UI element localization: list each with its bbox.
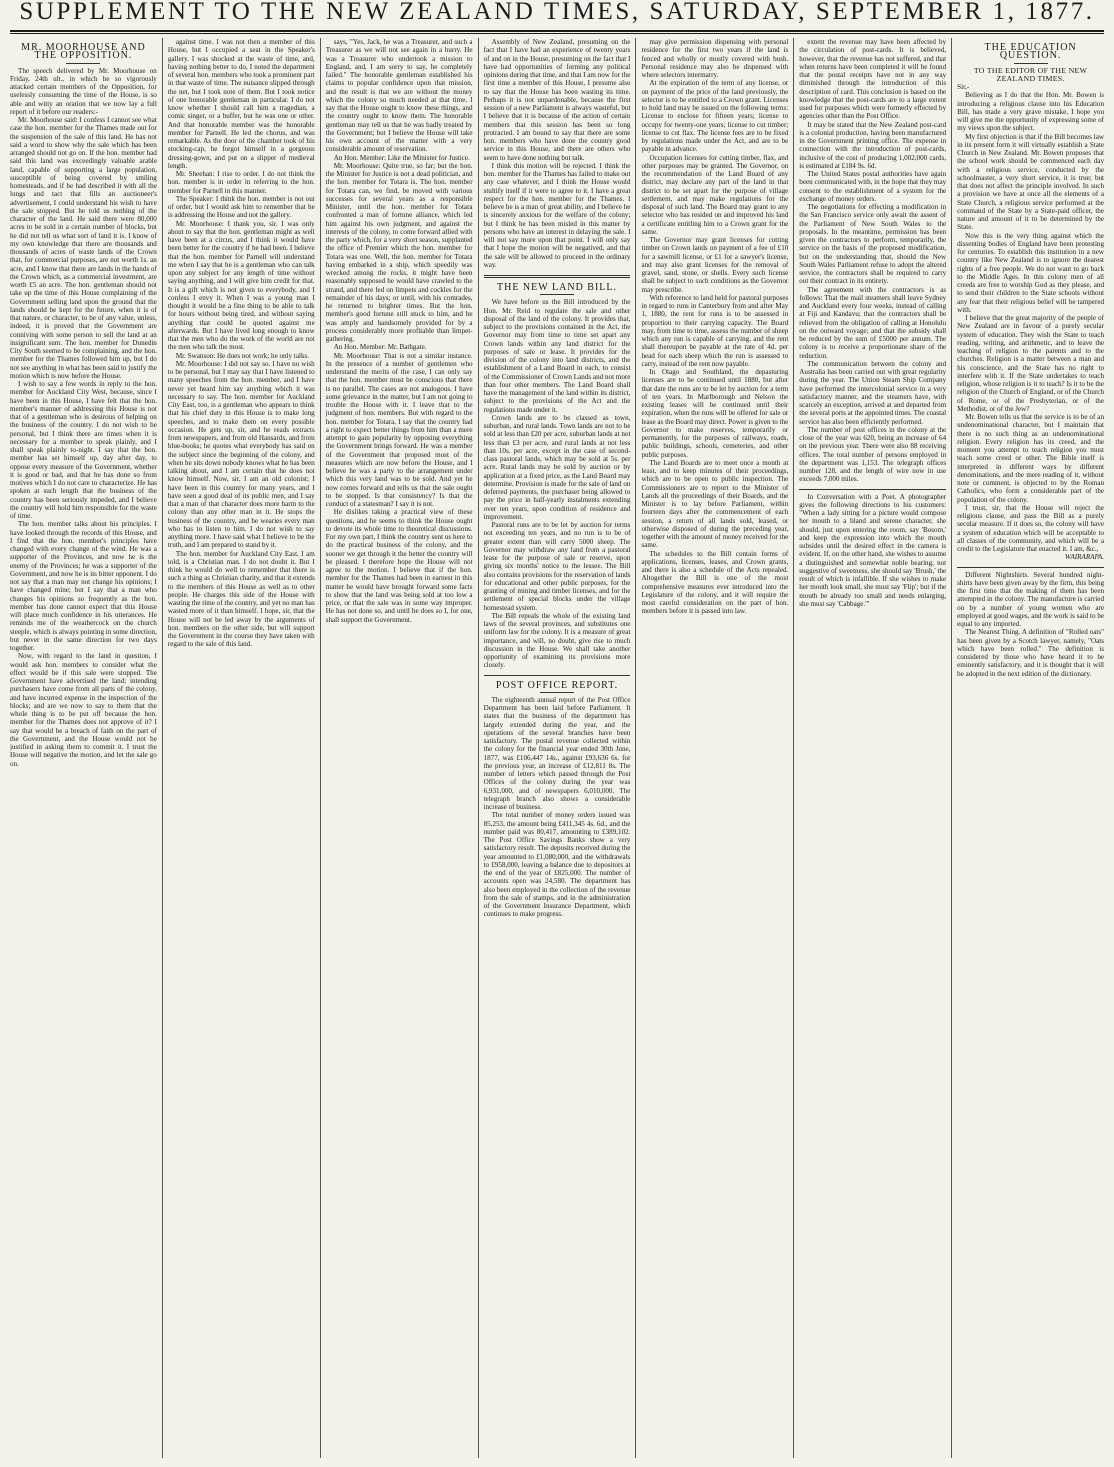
paragraph: An Hon. Member: Like the Minister for Justice. bbox=[333, 153, 470, 162]
paragraph: We have before us the Bill introduced by the Hon. Mr. Reid to regulate the sale and other disposal of the land of the colony. It provides that, subject to the provisions contained in the Act, the Governor may from time to time set apart any Crown lands within any land district for the purposes of sale or lease. It provides for the division of the colony into land districts, and the establishment of a Land Board in each, to consist of the Commissioner of Crown Lands and not more than four other members. The Land Board shall have the management of the land within its district, subject to the provisions of the Act and the regulations made under it. bbox=[483, 298, 631, 414]
heading-dash bbox=[1014, 63, 1048, 64]
paragraph: may give permission dispensing with personal residence for the first two years if the land is fenced and wholly or mostly covered with bush. Personal residence may also be dispensed with where selectors intermarry. bbox=[641, 38, 789, 79]
paragraph: The total number of money orders issued was 85,253, the amount being £411,345 4s. 6d., and the number paid was 80,417, amounting to £389,102. The Post Office Savings Banks show a very satisfactory result. The deposits received during the year amounted to £1,080,000, and the withdrawals to £958,000, leaving a balance due to depositors at the end of the year of £825,000. The number of accounts open was 24,580. The department has also been employed in the collection of the revenue from the sale of stamps, and in the administration of the Government Insurance Department, which continues to make progress. bbox=[483, 811, 631, 919]
column-1 bbox=[10, 38, 162, 1458]
paragraph: It may be stated that the New Zealand post-card is a colonial production, having been manufactured in the Government printing office. The expense in connection with the introduction of post-cards, inclusive of the cost of producing 1,002,000 cards, is estimated at £184 9s. 6d. bbox=[799, 120, 947, 170]
masthead-rule bbox=[10, 30, 1104, 32]
paragraph: The Land Boards are to meet once a month at least, and to keep minutes of their proceedings, which are to be open to public inspection. The Commissioners are to report to the Minister of Lands all the proceedings of their Boards, and the Minister is to lay before Parliament, within fourteen days after the commencement of each session, a return of all lands sold, leased, or otherwise disposed of during the preceding year, together with the amount of money received for the same. bbox=[641, 458, 789, 550]
paragraph: Mr. Sheehan: I rise to order. I do not think the hon. member is in order in referring to the hon. member for Parnell in this manner. bbox=[167, 170, 315, 195]
paragraph: Crown lands are to be classed as town, suburban, and rural lands. Town lands are not to be sold at less than £20 per acre, suburban lands at not less than £3 per acre, and rural lands at not less than 10s. per acre, except in the case of second-class pastoral lands, which may be sold at 5s. per acre. Rural lands may be sold by auction or by application at a fixed price, as the Land Board may determine. Provision is made for the sale of land on deferred payments, the purchaser being allowed to pay the price in half-yearly instalments extending over ten years, upon condition of residence and improvement. bbox=[483, 413, 631, 521]
paragraph: The Governor may grant licenses for cutting timber on Crown lands on payment of a fee of £10 for a sawmill license, or £1 for a sawyer's license, and may also grant licenses for the removal of gravel, sand, stone, or shells. Every such license shall be subject to such conditions as the Governor may prescribe. bbox=[641, 236, 789, 294]
paragraph: The Speaker: I think the hon. member is not out of order, but I would ask him to remember that he is addressing the House and not the gallery. bbox=[167, 194, 315, 220]
paragraph: I believe that the great majority of the people of New Zealand are in favour of a purely secular system of education. They wish the State to teach reading, writing, and arithmetic, and to leave the teaching of religion to the parents and to the churches. Religion is a matter between a man and his conscience, and the State has no right to interfere with it. If the State undertakes to teach religion, whose religion is it to teach? Is it to be the religion of the Church of England, or of the Church of Rome, or of the Presbyterian, or of the Methodist, or of the Jew? bbox=[957, 314, 1105, 413]
paragraph: Different Nightshirts. Several hundred night-shirts have been given away by the firm, this being the first time that the making of them has been attempted in the colony. The manufacture is carried on by a number of young women who are employed at good wages, and the work is said to be equal to any imported. bbox=[957, 570, 1105, 628]
paragraph: The Bill repeals the whole of the existing land laws of the several provinces, and substitutes one uniform law for the colony. It is a measure of great importance, and will, no doubt, give rise to much discussion in the House. We shall take another opportunity of examining its provisions more closely. bbox=[483, 611, 631, 670]
paragraph: The hon. member talks about his principles. I have looked through the records of this House, and I find that the hon. member's principles have changed with every change of the wind. He was a supporter of the Provinces, and now he is the enemy of the Provinces; he was a supporter of the Government, and now he is its bitter opponent. I do not say that a man may not change his opinions; I have changed mine; but I say that a man who changes his opinions so frequently as the hon. member has done cannot expect that this House will place much confidence in his utterances. He reminds me of the weathercock on the church steeple, which is always pointing in some direction, but never in the same direction for two days together. bbox=[10, 520, 157, 652]
article-heading-post-office: POST OFFICE REPORT. bbox=[495, 679, 619, 691]
paragraph: I trust, sir, that the House will reject the religious clause, and pass the Bill as a purely secular measure. If it does so, the colony will have a system of education which will be acceptable to all classes of the community, and which will be a credit to the Legislature that enacted it. I am, &c., bbox=[957, 503, 1105, 553]
paragraph: says, "Yes, Jack, he was a Treasurer, and such a Treasurer as we will not see again in a hurry. He was a Treasurer who undertook a mission to England, and, I am sorry to say, he completely failed." The honorable gentleman established his claims to popular confidence upon that mission, and the result is that we are without the money which the colony so much needed at that time. I say that the House ought to know these things, and the country ought to know them. The honorable gentleman may tell us that he was badly treated by the Government; but I believe the House will take his own account of the matter with a very considerable amount of reservation. bbox=[325, 38, 473, 154]
paragraph: extent the revenue may have been affected by the circulation of post-cards. It is believed, however, that the revenue has not suffered, and that when returns have been completed it will be found that the postal receipts have not in any way diminished through the introduction of this description of card. This conclusion is based on the knowledge that the post-cards are to a large extent used for purposes which were formerly effected by agencies other than the Post Office. bbox=[799, 38, 947, 121]
letter-signature: WAIRARAPA. bbox=[1065, 553, 1105, 562]
paragraph: The communication between the colony and Australia has been carried out with great regularity during the year. The Union Steam Ship Company have performed the intercolonial service in a very satisfactory manner, and the steamers have, with scarcely an exception, arrived at and departed from the several ports at the appointed times. The coastal service has also been efficiently performed. bbox=[799, 359, 947, 426]
heading-dash bbox=[66, 63, 100, 64]
paragraph: An Hon. Member: Mr. Bathgate. bbox=[333, 343, 427, 352]
article-separator bbox=[957, 567, 1104, 568]
article-heading-moorhouse: MR. MOORHOUSE AND THE OPPOSITION. bbox=[21, 42, 146, 62]
paragraph: Mr. Swanson: He does not work; he only talks. bbox=[175, 351, 310, 360]
paragraph: The United States postal authorities have again been communicated with, in the hope that they may consent to the establishment of a system for the exchange of money orders. bbox=[799, 170, 947, 203]
paragraph: In Otago and Southland, the depasturing licenses are to be continued until 1880, but after that date the runs are to be let by auction for a term of ten years. In Marlborough and Nelson the existing leases will be continued until their expiration, when the runs will be offered for sale or lease as the Board may direct. Power is given to the Governor to make reserves, temporarily or permanently, for the purposes of railways, roads, public buildings, schools, cemeteries, and other public purposes. bbox=[641, 368, 789, 459]
paragraph: The speech delivered by Mr. Moorhouse on Friday, 24th ult., in which he so vigorously attacked certain members of the Opposition, for uselessly consuming the time of the House, is so able and witty an oration that we now lay a full report of it before our readers:- bbox=[10, 66, 157, 116]
masthead: SUPPLEMENT TO THE NEW ZEALAND TIMES, SATURDAY, SEPTEMBER 1, 1877. bbox=[19, 0, 1095, 25]
article-separator bbox=[799, 489, 946, 490]
article-separator bbox=[484, 275, 631, 278]
paragraph: Assembly of New Zealand, presuming on the fact that I have had an experience of twenty years of and on in the House, presuming on the fact that I have had opportunities of forming any political opinions during that time, and that I am now for the first time a member of this House, I presume also to say that the House has been wasting its time. Perhaps it is not unpardonable, because the first session of a new Parliament is always wasteful, but I believe that it is because of the action of certain members that this session has been so long protracted. I am bound to say that there are some hon. members who have done the country good service in this House, and there are others who seem to have done nothing but talk. bbox=[483, 38, 631, 162]
paragraph: The negotiations for effecting a modification in the San Francisco service only await the assent of the Parliament of New South Wales to the proposals. In the meantime, permission has been given the contractors to perform, temporarily, the service on the basis of the proposed modification, but on the understanding that, should the New South Wales Parliament refuse to adopt the altered service, the contractors shall be required to carry out their contract in its entirety. bbox=[799, 203, 947, 286]
heading-dash bbox=[540, 294, 574, 295]
columns bbox=[10, 38, 1104, 1458]
column-4 bbox=[478, 38, 636, 1458]
paragraph: The schedules to the Bill contain forms of applications, licenses, leases, and Crown grants, and there is also a schedule of the Acts repealed. Altogether the Bill is one of the most comprehensive measures ever introduced into the Legislature of the colony, and it will require the most careful consideration on the part of hon. members before it is passed into law. bbox=[641, 549, 789, 616]
paragraph: Mr. Moorhouse: I thank you, sir. I was only about to say that the hon. gentleman might as well have been at a circus, and I think it would have been better for the country if he had been. I believe that the hon. member for Parnell will understand me when I say that he is a gentleman who can talk upon any subject for any length of time without saying anything, and I will give him credit for that. It is a gift which is not given to everybody, and I confess I envy it. When I was a young man I thought it would be a fine thing to be able to talk for hours without being tired, and without saying anything that could be quoted against me afterwards. But I have lived long enough to know that the men who do the work of the world are not the men who talk the most. bbox=[167, 219, 315, 352]
paragraph: Now this is the very thing against which the dissenting bodies of England have been protesting for centuries. To establish this institution in a new country like New Zealand is to ignore the dearest rights of a free people. We do not want to go back to the Middle Ages. In this colony men of all creeds are free to worship God as they please, and to send their children to the State schools without any fear that their religious belief will be tampered with. bbox=[957, 231, 1105, 314]
paragraph: Occupation licenses for cutting timber, flax, and other purposes may be granted. The Governor, on the recommendation of the Land Board of any district, may declare any part of the land in that district to be set apart for the purpose of village settlement, and may make regulations for the disposal of such land. The Board may grant to any selector who has resided on and improved his land a certificate entitling him to a Crown grant for the same. bbox=[641, 153, 789, 236]
paragraph: I wish to say a few words in reply to the hon. member for Auckland City West, because, since I have been in this House, I have felt that the hon. member's manner of addressing this House is not that of a gentleman who is desirous of helping on the business of the country. I do not wish to be personal, but I think there are times when it is necessary for a member to speak plainly, and I shall speak plainly to-night. I say that the hon. member has set himself up, day after day, to oppose every measure of the Government, whether it is good or bad, and that he has done so from motives which I do not care to characterize. He has spoken at such length that the business of the country has been seriously impeded, and I believe the country will hold him responsible for the waste of time. bbox=[10, 380, 157, 520]
paragraph: The eighteenth annual report of the Post Office Department has been laid before Parliament. It states that the business of the department has largely extended during the year, and the operations of the several branches have been satisfactory. The postal revenue collected within the colony for the financial year ended 30th June, 1877, was £106,447 14s., against £93,636 6s. for the previous year, an increase of £12,811 8s. The number of letters which passed through the Post Offices of the colony during the year was 6,931,000, and of newspapers 6,010,000. The telegraph branch also shows a considerable increase of business. bbox=[483, 695, 631, 811]
paragraph: At the expiration of the term of any license, or on payment of the price of the land previously, the selector is to be entitled to a Crown grant. Licenses to hold land may be issued on the following terms: License to enclose for fifteen years; license to occupy for twenty-one years; license to cut timber; license to cut flax. The license fees are to be fixed by regulations made under the Act, and are to be payable in advance. bbox=[641, 79, 789, 154]
paragraph: Mr. Moorhouse: I did not say so. I have no wish to be personal, but I may say that I have listened to many speeches from the hon. member, and I have never yet heard him say anything which it was necessary to say. The hon. member for Auckland City East, too, is a gentleman who appears to think that his chief duty in this House is to make long speeches, and to make them on every possible occasion. He gets up, sir, and he reads extracts from newspapers, and from old Hansards, and from blue-books; he quotes what everybody has said on the subject since the beginning of the colony, and when he sits down nobody knows what he has been talking about, and I am certain that he does not know himself. Now, sir, I am an old colonist; I have been in this country for many years, and I have seen a good deal of its public men, and I say that a man of that character does more harm to the colony than any other man in it. He stops the business of the country, and he wearies every man who has to listen to him. I do not wish to say anything more. I have said what I believe to be the truth, and I am prepared to stand by it. bbox=[167, 359, 315, 550]
letter-salutation: Sir,- bbox=[957, 83, 970, 91]
paragraph: He dislikes taking a practical view of these questions, and he seems to think the House ought to devote its whole time to theoretical discussions. For my own part, I think the country sent us here to do the practical business of the colony, and the sooner we get through it the better the country will be pleased. I therefore hope the House will not agree to the motion. I believe that if the hon. member for the Thames had been in earnest in this matter he would have brought forward some facts to show that the land was being sold at too low a price, or that the sale was in some way improper. He has not done so, and until he does so I, for one, shall support the Government. bbox=[325, 508, 473, 624]
paragraph: Mr. Bowen tells us that the service is to be of an undenominational character, but I maintain that there is no such thing as an undenominational religion. Every religion has its creed, and the moment you attempt to teach religion you must teach some creed or other. The Bible itself is interpreted in different ways by different denominations, and the mere reading of it, without note or comment, is objected to by the Roman Catholics, who form a considerable part of the population of the colony. bbox=[957, 413, 1105, 504]
letter-to-editor-line: TO THE EDITOR OF THE NEW ZEALAND TIMES. bbox=[973, 65, 1088, 83]
heading-dash bbox=[540, 692, 574, 693]
article-separator bbox=[484, 675, 631, 676]
column-2 bbox=[162, 38, 320, 1458]
paragraph: against time. I was not then a member of this House, but I occupied a seat in the Speaker's gallery. I was shocked at the waste of time, and, having nothing better to do, I noted the department of several hon. members who took a prominent part in that waste of time. The nuisance slipped through the net, but I took note of them. But I took notice of one honorable gentleman in particular. I do not know whether I should call him a tragedian, a comic singer, or a buffer, but he was one or other. And that honorable member was the honorable member for Parnell. He led the chorus, and was remarkable. As the door of the chamber took of his stocking-cap, he forgot himself in a gorgeous dressing-gown, and put on a slipper of medieval length. bbox=[167, 38, 315, 170]
paragraph: With reference to land held for pastoral purposes in regard to runs in Canterbury from and after May 1, 1880, the rent for runs is to be assessed in proportion to their carrying capacity. The Board may, from time to time, assess the number of sheep which any run is capable of carrying, and the rent shall thereupon be payable at the rate of 4d. per head for each sheep which the run is assessed to carry, instead of the rent now payable. bbox=[641, 293, 789, 368]
paragraph: The agreement with the contractors is as follows: That the mail steamers shall leave Sydney and Auckland every four weeks, instead of calling at Fiji and Kandavu; that the contractors shall be relieved from the obligation of calling at Honolulu on the outward voyage; and that the subsidy shall be reduced by the sum of £5000 per annum. The colony is to receive a proportionate share of the reduction. bbox=[799, 285, 947, 360]
paragraph: In Conversation with a Poet. A photographer gives the following directions to his customers: "When a lady sitting for a picture would compose her mouth to a bland and serene character, she should, just upon entering the room, say 'Bosom,' and keep the expression into which the mouth subsides until the desired effect in the camera is evident. If, on the other hand, she wishes to assume a distinguished and somewhat noble bearing, not suggestive of sweetness, she should say 'Brush,' the result of which is infallible. If she wishes to make her mouth look small, she must say 'Flip'; but if the mouth be already too small and needs enlarging, she must say 'Cabbage.'" bbox=[799, 492, 947, 608]
paragraph: Mr. Moorhouse: That is not a similar instance. In the presence of a number of gentlemen who understand the merits of the case, I can only say that the hon. member must be conscious that there is no parallel. The cases are not analogous. I have some grievance in the matter, but I am not going to trouble the House with it. I leave that to the judgment of hon. members. But with regard to the hon. member for Totara, I say that the country had a right to expect better things from him than a mere attempt to gain popularity by opposing everything the Government brings forward. He was a member of the Government that proposed most of the measures which are now before the House, and I believe he was a party to the arrangement under which this very land was to be sold. And yet he now comes forward and tells us that the sale ought to be stopped. Is that consistency? Is that the conduct of a statesman? I say it is not. bbox=[325, 351, 473, 508]
paragraph: Mr. Moorhouse said: I confess I cannot see what case the hon. member for the Thames made out for the suspension of the sale of this land. He has not said a word to show why the sale which has been arranged should not go on. If the hon. member had said this land was exceedingly valuable arable land, capable of supporting a large population, susceptible of being covered by smiling homesteads, and if he had described it with all the lungs and tact that fills an auctioneer's advertisement, I could understand his wish to have the sale stopped. But he told us nothing of the character of the land. He said there were 80,000 acres to be sold in a certain number of blocks, but he did not tell us what sort of land it is. I know of my own knowledge that there are thousands and thousands of acres of waste lands of the Crown that, for commercial purposes, are not worth 1s. an acre, and I know that there are lands in the hands of the Crown which, as a commercial investment, are worth £5 an acre. The hon. gentleman should not take up the time of this House complaining of the Government selling land upon the ground that the lands should be kept for the future, when it is of that nature, or character, to be of any value, unless, indeed, it is proved that the Government are conniving with some person to sell the land at an insignificant sum. The hon. member for Dunedin City South seemed to be complaining, and the hon. member for the Thames followed him up, but I do not see anything in what has been said to justify the motion which is now before the House. bbox=[10, 116, 157, 380]
paragraph: Now, with regard to the land in question, I would ask hon. members to consider what the effect would be if this sale were stopped. The Government have advertised the land; intending purchasers have come from all parts of the colony, and have incurred expense in the inspection of the blocks; and are we now to say to them that the whole thing is to be put off because the hon. member for the Thames does not approve of it? I say that would be a breach of faith on the part of the Government, and the House would not be justified in asking them to commit it. I trust the House will negative the motion, and let the sale go on. bbox=[10, 652, 157, 768]
paragraph: Pastoral runs are to be let by auction for terms not exceeding ten years, and no run is to be of greater extent than will carry 5000 sheep. The Governor may withdraw any land from a pastoral lease for the purpose of sale or reserve, upon giving six months' notice to the lessee. The Bill also contains provisions for the reservation of lands for educational and other public purposes, for the granting of mining and timber licenses, and for the settlement of special blocks under the village homestead system. bbox=[483, 521, 631, 612]
paragraph: I think this motion will be rejected. I think the hon. member for the Thames has failed to make out any case whatever, and I think the House would stultify itself if it were to agree to it. I have a great respect for the hon. member for the Thames. I believe he is a man of great ability, and I believe he is sincerely anxious for the welfare of the colony; but I think he has been misled in this matter by persons who have an interest in delaying the sale. I will not say more upon that point. I will only say that I hope the motion will be negatived, and that the sale will be allowed to proceed in the ordinary way. bbox=[483, 161, 631, 269]
paragraph: The Nearest Thing. A definition of "Rolled oats" has been given by a Scotch lawyer, namely, "Oats which have been rolled." The definition is considered by those who have heard it to be eminently satisfactory, and it is thought that it will be adopted in the next edition of the dictionary. bbox=[957, 628, 1105, 678]
paragraph: My first objection is that if the Bill becomes law in its present form it will virtually establish a State Church in New Zealand. Mr. Bowen proposes that the school work should be commenced each day with a religious service, conducted by the schoolmaster, a very short service, it is true; but that does not affect the principle involved. In such a provision we have at once all the elements of a State Church, a religious service performed at the command of the State by a State-paid officer, the nature and amount of it to be determined by the State. bbox=[957, 132, 1105, 232]
article-heading-land-bill: THE NEW LAND BILL. bbox=[496, 282, 618, 293]
column-3 bbox=[320, 38, 478, 1458]
paragraph: Believing as I do that the Hon. Mr. Bowen is introducing a religious clause into his Education Bill, has made a very grave mistake, I hope you will give me the opportunity of expressing some of my views upon the subject. bbox=[957, 91, 1105, 133]
column-6 bbox=[793, 38, 951, 1458]
column-7 bbox=[951, 38, 1104, 1458]
paragraph: The hon. member for Auckland City East, I am told, is a Christian man. I do not doubt it. But I think he would do well to remember that there is such a thing as Christian charity, and that it extends to the members of this House as well as to other people. He charges this side of the House with wasting the time of the country, and yet no man has wasted more of it than himself. I hope, sir, that the House will not be led away by the arguments of hon. members on the other side, but will support the Government in the course they have taken with regard to the sale of this land. bbox=[167, 549, 315, 649]
article-heading-education: THE EDUCATION QUESTION. bbox=[984, 42, 1077, 62]
masthead-rule-thin bbox=[10, 33, 1104, 34]
column-5 bbox=[635, 38, 793, 1458]
paragraph: The number of post offices in the colony at the close of the year was 620, being an increase of 64 on the previous year. There were also 88 receiving offices. The total number of persons employed in the department was 1,153. The telegraph offices number 128, and the length of wire now in use exceeds 7,000 miles. bbox=[799, 425, 947, 484]
paragraph: Mr. Moorhouse: Quite true, so far; but the hon. the Minister for Justice is not a dead politician, and the hon. member for Totara is. The hon. member for Totara can, we find, be moved with various successes for several years as a responsible Minister, until the hon. member for Totara confronted a man of fortune alliance, which led him against his own judgment, and against the interests of the colony, to come forward allied with the party which, for a very short season, supplanted the office of Premier which the hon. member for Totara was one. Well, the hon. member for Totara having embarked in a ship, which speedily was wrecked among the rocks, it might have been reasonably supposed he would have crawled to the strand, and there fed on limpets and cockles for the remainder of his days; or until, with his comrades, he returned to brighter times. But the hon. member's good fortune still stuck to him, and he was amply and handsomely provided for by a process considerably more profitable than limpet-gathering. bbox=[325, 161, 473, 343]
